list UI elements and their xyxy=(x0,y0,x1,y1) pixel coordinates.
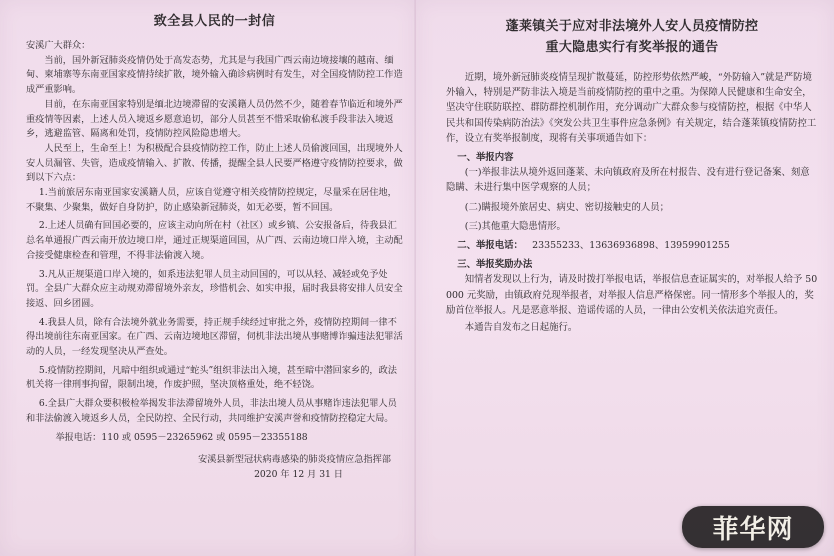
left-salutation: 安溪广大群众： xyxy=(26,40,91,51)
left-title: 致全县人民的一封信 xyxy=(153,14,276,29)
right-title-line-2: 重大隐患实行有奖举报的通告 xyxy=(545,40,719,55)
left-paragraph-1: 当前，国外新冠肺炎疫情仍处于高发态势，尤其是与我国广西云南边境接壤的越南、缅甸、柬埔寨等东南亚国家疫情持续扩散，境外输入确诊病例时有发生，对全国疫情防控工作造成严重影响。 xyxy=(26,54,403,96)
right-intro: 近期，境外新冠肺炎疫情呈现扩散蔓延，防控形势依然严峻，“外防输入”就是严防境外输入，特别是严防非法入境是当前疫情防控的重中之重。为保障人民健康和生命安全，坚决守住联防联控、群防群控机制作用，充分调动广大群众参与疫情防控，根据《中华人民共和国传染病防治法》《突发公共卫生事件应急条例》有关规定，结合蓬莱镇疫情防控工作，设立有奖举报制度，现将有关事项通告如下： xyxy=(446,72,817,144)
left-item-1: 1.当前旅居东南亚国家安溪籍人员，应该自觉遵守相关疫情防控规定，尽量采在居住地，不聚集、少聚集，做好自身防护，防止感染新冠肺炎，如无必要，暂不回国。 xyxy=(26,187,397,213)
right-section-1-item-2: (二)瞒报境外旅居史、病史、密切接触史的人员； xyxy=(464,201,669,213)
left-notice-sheet xyxy=(0,0,416,556)
right-section-2-heading xyxy=(457,238,818,253)
right-section-3-text: 知情者发现以上行为，请及时拨打举报电话，举报信息查证属实的，对举报人给予 50000 元奖励，由镇政府兑现举报者，对举报人信息严格保密。同一情形多个举报人的，奖励首位举报人。凡是恶意举报、造谣传谣的人员，一律由公安机关依法追究责任。 xyxy=(446,274,818,316)
watermark-logo xyxy=(682,506,824,548)
left-item-2: 2.上述人员确有回国必要的，应该主动向所在村（社区）或乡镇、公安报备后，待我县汇总名单通报广西云南开放边境口岸，通过正规渠道回国，从广西、云南边境口岸入境，主动配合接受健康检查和管理，不得非法偷渡入境。 xyxy=(26,220,403,261)
right-closing: 本通告自发布之日起施行。 xyxy=(464,322,578,334)
right-notice-sheet xyxy=(416,0,834,556)
left-item-4: 4.我县人员，除有合法境外就业务需要，持正规手续经过审批之外，疫情防控期间一律不得出境前往东南亚国家。在广西、云南边境地区滞留，伺机非法出境从事赌博诈骗违法犯罪活动的人员，一经发现坚决从严查处。 xyxy=(26,316,403,358)
left-item-5: 5.疫情防控期间，凡暗中组织或通过“蛇头”组织非法出入境，甚至暗中潜回家乡的，政法机关将一律刑事拘留，限制出境，作废护照，坚决顶格重处，绝不轻饶。 xyxy=(26,364,397,391)
right-section-3-heading: 三、举报奖励办法 xyxy=(457,259,533,271)
left-item-3: 3.凡从正规渠道口岸入境的，如系违法犯罪人员主动回国的，可以从轻、减轻或免予处罚。全县广大群众应主动规劝滞留境外亲友，珍惜机会、如实申报，届时我县将安排人员安全接返、回乡团圆。 xyxy=(26,268,403,309)
right-section-1-item-3: (三)其他重大隐患情形。 xyxy=(464,220,566,232)
left-report-phone-line: 举报电话：110 或 0595－23265962 或 0595－23355188 xyxy=(55,431,308,443)
left-paragraph-2: 目前，在东南亚国家特别是缅北边境滞留的安溪籍人员仍然不少，随着春节临近和境外严重疫情等因素，上述人员入境返乡愿意追切，部分人员甚至不惜采取偷私渡手段非法入境返乡，逃避监管、隔离和处罚，疫情防控风险隐患增大。 xyxy=(26,98,403,140)
right-title xyxy=(446,16,818,58)
right-section-2-label: 二、举报电话： xyxy=(457,240,523,252)
right-section-1-heading: 一、举报内容 xyxy=(457,152,514,164)
right-report-phones: 23355233、13636936898、13959901255 xyxy=(532,240,730,252)
left-paragraph-3: 人民至上，生命至上！为积极配合县疫情防控工作，防止上述人员偷渡回国，出现境外人安人员漏管、失管，造成疫情输入、扩散、传播，提醒全县人民要严格遵守疫情防控要求，做到以下六点： xyxy=(26,142,403,184)
watermark-text: 菲华网 xyxy=(712,514,794,545)
left-date: 2020 年 12 月 31 日 xyxy=(254,468,343,480)
left-item-6: 6.全县广大群众要积极检举揭发非法滞留境外人员，非法出境人员从事赌诈违法犯罪人员和非法偷渡入境返乡人员，全民防控、全民行动，共同维护安溪声誉和疫情防控稳定大局。 xyxy=(26,398,397,424)
left-signature: 安溪县新型冠状病毒感染的肺炎疫情应急指挥部 xyxy=(198,454,391,466)
right-title-line-1: 蓬莱镇关于应对非法境外人安人员疫情防控 xyxy=(505,19,759,34)
right-section-1-item-1: (一)举报非法从境外返回蓬莱、未向镇政府及所在村报告、没有进行登记备案、刻意隐瞒、未进行集中医学观察的人员； xyxy=(446,167,810,194)
